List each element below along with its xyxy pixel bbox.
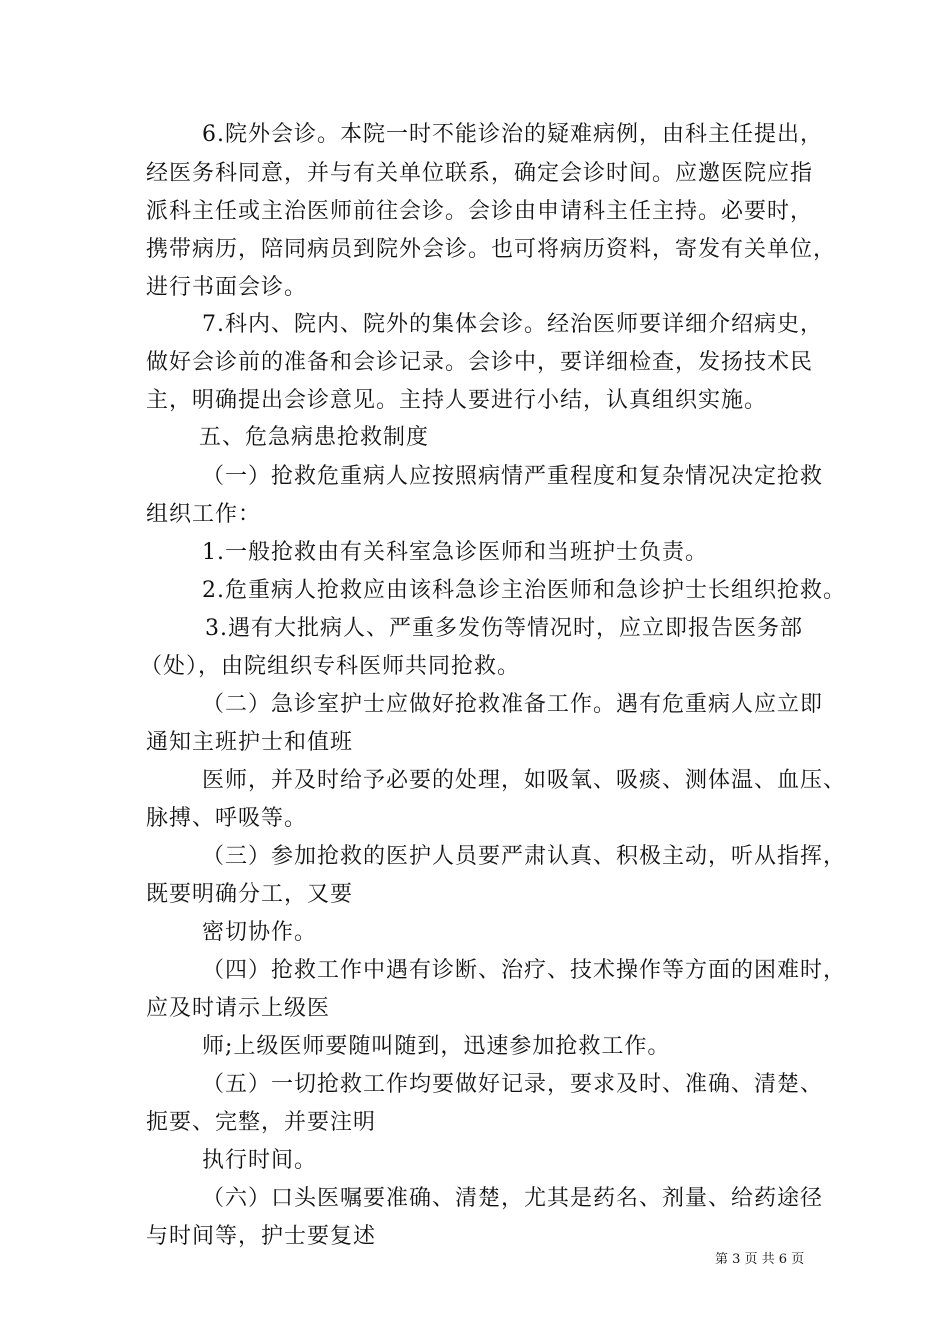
section-heading: 五、危急病患抢救制度: [199, 425, 430, 450]
text-line: （六）口头医嘱要准确、清楚，尤其是药名、剂量、给药途径: [202, 1186, 824, 1211]
text-line: 密切协作。: [202, 920, 318, 945]
text-line: 应及时请示上级医: [146, 996, 331, 1021]
text-line: 派科主任或主治医师前往会诊。会诊由申请科主任主持。必要时，: [146, 199, 814, 224]
text-line: 1.一般抢救由有关科室急诊医师和当班护士负责。: [202, 540, 708, 565]
text-line: 扼要、完整，并要注明: [146, 1110, 377, 1135]
text-line: 携带病历，陪同病员到院外会诊。也可将病历资料，寄发有关单位，: [146, 237, 837, 262]
text-line: 既要明确分工，又要: [146, 882, 354, 907]
text-line: 执行时间。: [202, 1148, 318, 1173]
text-line: 组织工作：: [146, 502, 262, 527]
page-number: 第 3 页 共 6 页: [715, 1252, 805, 1267]
text-line: 与时间等，护士要复述: [146, 1224, 377, 1249]
text-line: （三）参加抢救的医护人员要严肃认真、积极主动，听从指挥，: [202, 844, 847, 869]
text-line: 师;上级医师要随叫随到，迅速参加抢救工作。: [202, 1034, 671, 1059]
text-line: 通知主班护士和值班: [146, 730, 354, 755]
text-line: 经医务科同意，并与有关单位联系，确定会诊时间。应邀医院应指: [146, 161, 814, 186]
text-line: 医师，并及时给予必要的处理，如吸氧、吸痰、测体温、血压、: [202, 768, 847, 793]
text-line: （一）抢救危重病人应按照病情严重程度和复杂情况决定抢救: [202, 464, 824, 489]
text-line: 3.遇有大批病人、严重多发伤等情况时，应立即报告医务部: [205, 616, 803, 641]
text-line: （处），由院组织专科医师共同抢救。: [140, 654, 521, 679]
text-line: 7.科内、院内、院外的集体会诊。经治医师要详细介绍病史，: [202, 312, 823, 337]
text-line: （二）急诊室护士应做好抢救准备工作。遇有危重病人应立即: [202, 692, 824, 717]
text-line: 进行书面会诊。: [146, 275, 308, 300]
text-line: 主，明确提出会诊意见。主持人要进行小结，认真组织实施。: [146, 388, 768, 413]
text-line: （四）抢救工作中遇有诊断、治疗、技术操作等方面的困难时，: [202, 958, 847, 983]
text-line: （五）一切抢救工作均要做好记录，要求及时、准确、清楚、: [202, 1072, 824, 1097]
text-line: 6.院外会诊。本院一时不能诊治的疑难病例，由科主任提出，: [202, 122, 823, 147]
text-line: 2.危重病人抢救应由该科急诊主治医师和急诊护士长组织抢救。: [202, 578, 846, 603]
text-line: 脉搏、呼吸等。: [146, 806, 308, 831]
text-line: 做好会诊前的准备和会诊记录。会诊中，要详细检查，发扬技术民: [146, 350, 814, 375]
